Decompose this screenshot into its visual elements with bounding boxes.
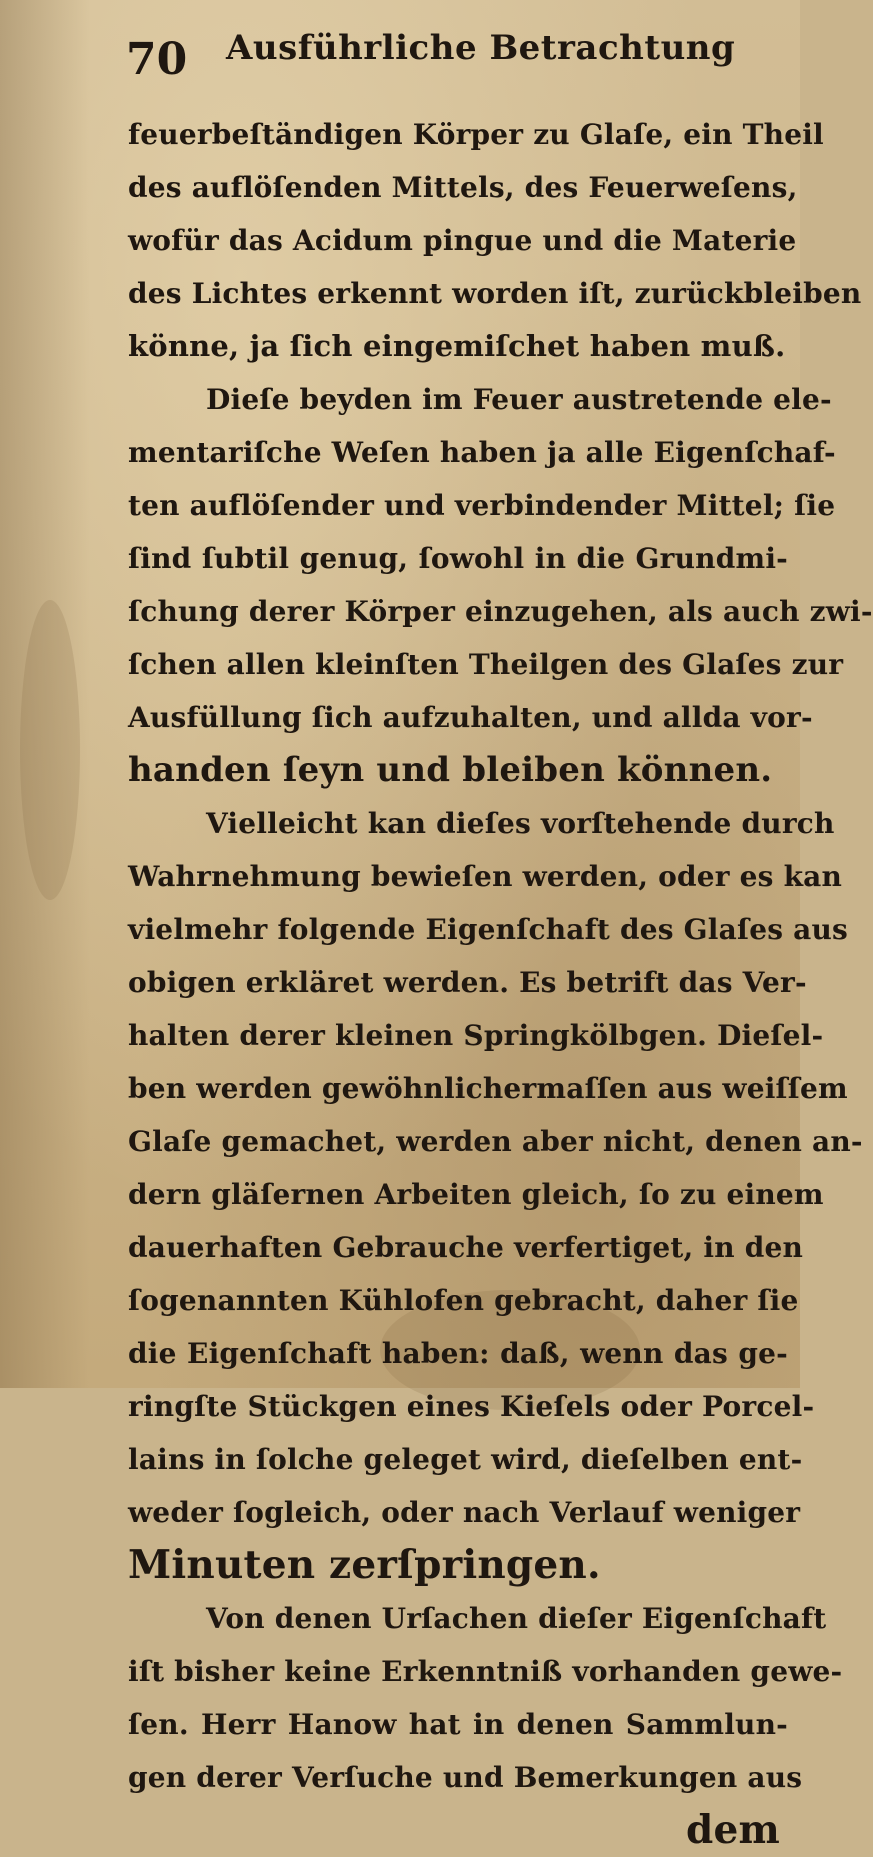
text-line: iſt bisher keine Erkenntniß vorhanden gewe- xyxy=(128,1655,843,1688)
text-line: ſchen allen kleinſten Theilgen des Glaſes zur xyxy=(128,648,844,681)
text-line: obigen erkläret werden. Es betrift das Ver- xyxy=(128,966,807,999)
text-line: lains in ſolche geleget wird, dieſelben ent- xyxy=(128,1443,803,1476)
text-line: Wahrnehmung bewieſen werden, oder es kan xyxy=(128,860,843,893)
text-line: die Eigenſchaft haben: daß, wenn das ge- xyxy=(128,1337,788,1370)
text-line: Von denen Urſachen dieſer Eigenſchaft xyxy=(206,1602,827,1635)
body-text xyxy=(128,108,873,1857)
text-line: halten derer kleinen Springkölbgen. Dieſel- xyxy=(128,1019,824,1052)
text-line: des auflöſenden Mittels, des Feuerweſens, xyxy=(128,171,798,204)
text-line: Ausfüllung ſich aufzuhalten, und allda vor- xyxy=(128,701,813,734)
catchword: dem xyxy=(686,1807,780,1853)
text-line: ben werden gewöhnlichermaſſen aus weiſſem xyxy=(128,1072,848,1105)
text-line: dauerhaften Gebrauche verfertiget, in den xyxy=(128,1231,804,1264)
text-line: Glaſe gemachet, werden aber nicht, denen an- xyxy=(128,1125,863,1158)
paper-stain xyxy=(20,600,80,900)
text-line: des Lichtes erkennt worden iſt, zurückbleiben xyxy=(128,277,862,310)
text-line: feuerbeſtändigen Körper zu Glaſe, ein Theil xyxy=(128,118,824,151)
text-line: weder ſogleich, oder nach Verlauf weniger xyxy=(128,1496,801,1529)
text-line: Dieſe beyden im Feuer austretende ele- xyxy=(206,383,832,416)
text-line: ſogenannten Kühlofen gebracht, daher ſie xyxy=(128,1284,799,1317)
page-number: 70 xyxy=(126,34,188,85)
text-line: dern gläſernen Arbeiten gleich, ſo zu einem xyxy=(128,1178,824,1211)
text-line: könne, ja ſich eingemiſchet haben muß. xyxy=(128,329,786,363)
text-line: Minuten zerſpringen. xyxy=(128,1542,601,1588)
text-line: Vielleicht kan dieſes vorſtehende durch xyxy=(206,807,835,840)
text-line: ſen. Herr Hanow hat in denen Sammlun- xyxy=(128,1708,788,1741)
text-line: handen ſeyn und bleiben können. xyxy=(128,750,773,790)
text-line: ringſte Stückgen eines Kieſels oder Porcel- xyxy=(128,1390,815,1423)
text-line: gen derer Verſuche und Bemerkungen aus xyxy=(128,1761,803,1794)
text-line: wofür das Acidum pingue und die Materie xyxy=(128,224,797,257)
text-line: ſchung derer Körper einzugehen, als auch zwi- xyxy=(128,595,873,628)
text-line: vielmehr folgende Eigenſchaft des Glaſes aus xyxy=(128,913,848,946)
text-line: ſind ſubtil genug, ſowohl in die Grundmi- xyxy=(128,542,788,575)
running-head: Ausführliche Betrachtung xyxy=(226,28,736,68)
page-header xyxy=(108,28,740,98)
text-line: mentariſche Weſen haben ja alle Eigenſchaf- xyxy=(128,436,836,469)
text-line: ten auflöſender und verbindender Mittel; ſie xyxy=(128,489,836,522)
